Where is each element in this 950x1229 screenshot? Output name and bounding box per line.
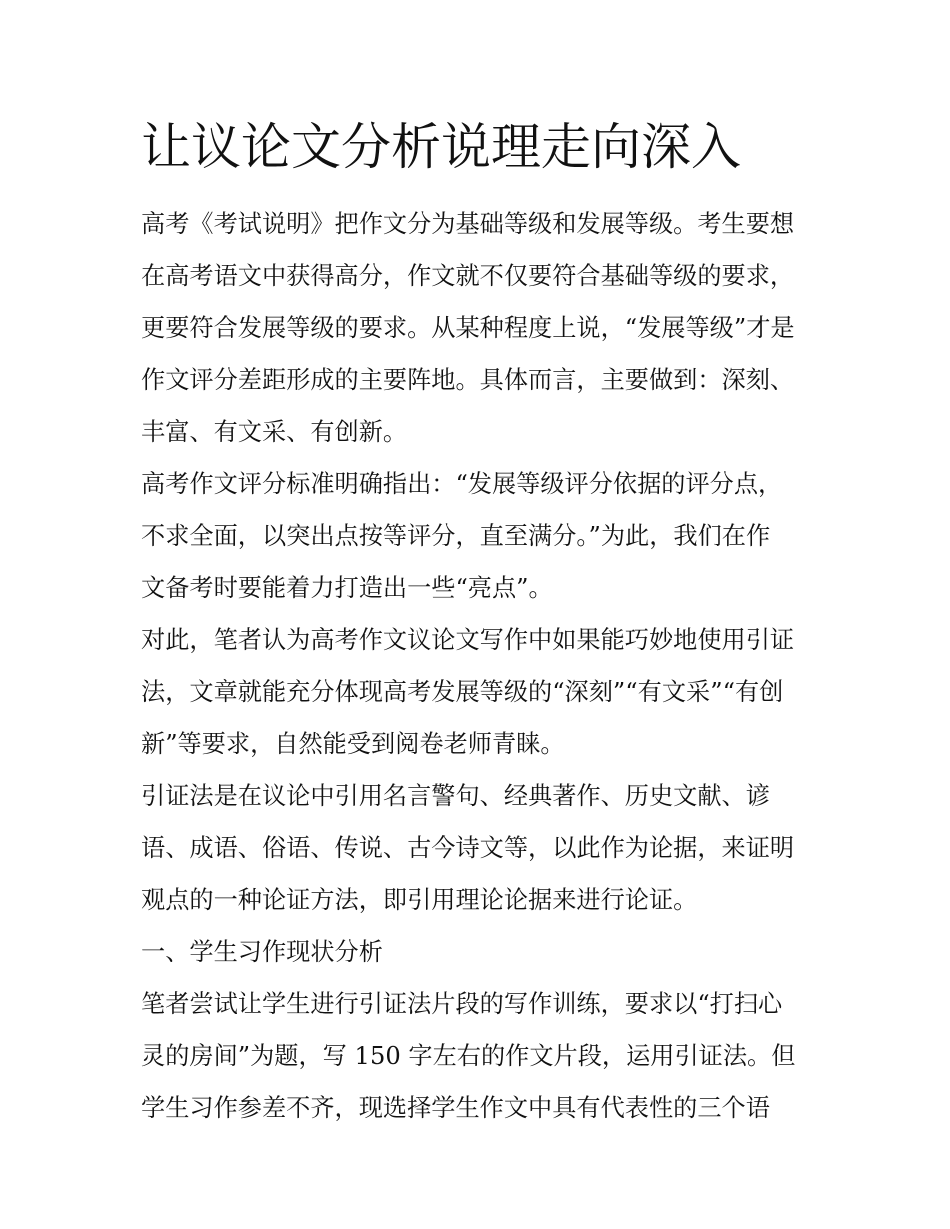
paragraph-3 [141,614,813,770]
text-line: 笔者尝试让学生进行引证法片段的写作训练，要求以“打扫心 [141,990,783,1018]
paragraph-1 [141,198,813,458]
text-line: 丰富、有文采、有创新。 [141,418,408,446]
text-line: 高考作文评分标准明确指出：“发展等级评分依据的评分点， [141,470,783,498]
document-title: 让议论文分析说理走向深入 [141,118,741,176]
text-line: 灵的房间”为题，写 150 字左右的作文片段，运用引证法。但 [141,1042,796,1070]
text-line: 作文评分差距形成的主要阵地。具体而言，主要做到：深刻、 [141,366,795,394]
text-line: 引证法是在议论中引用名言警句、经典著作、历史文献、谚 [141,782,770,810]
document-body [141,198,813,1134]
text-line: 语、成语、俗语、传说、古今诗文等，以此作为论据，来证明 [141,834,795,862]
text-line: 不求全面，以突出点按等评分，直至满分。”为此，我们在作 [141,522,771,550]
paragraph-5 [141,978,813,1134]
text-line: 新”等要求，自然能受到阅卷老师青睐。 [141,730,565,758]
paragraph-4 [141,770,813,926]
paragraph-2 [141,458,813,614]
text-line: 学生习作参差不齐，现选择学生作文中具有代表性的三个语 [141,1094,770,1122]
text-line: 法，文章就能充分体现高考发展等级的“深刻”“有文采”“有创 [141,678,784,706]
text-line: 一、学生习作现状分析 [141,938,383,966]
text-line: 文备考时要能着力打造出一些“亮点”。 [141,574,553,602]
text-line: 在高考语文中获得高分，作文就不仅要符合基础等级的要求， [141,262,795,290]
text-line: 更要符合发展等级的要求。从某种程度上说，“发展等级”才是 [141,314,795,342]
section-heading [141,926,813,978]
text-line: 观点的一种论证方法，即引用理论论据来进行论证。 [141,886,698,914]
text-line: 高考《考试说明》把作文分为基础等级和发展等级。考生要想 [141,210,795,238]
text-line: 对此，笔者认为高考作文议论文写作中如果能巧妙地使用引证 [141,626,795,654]
